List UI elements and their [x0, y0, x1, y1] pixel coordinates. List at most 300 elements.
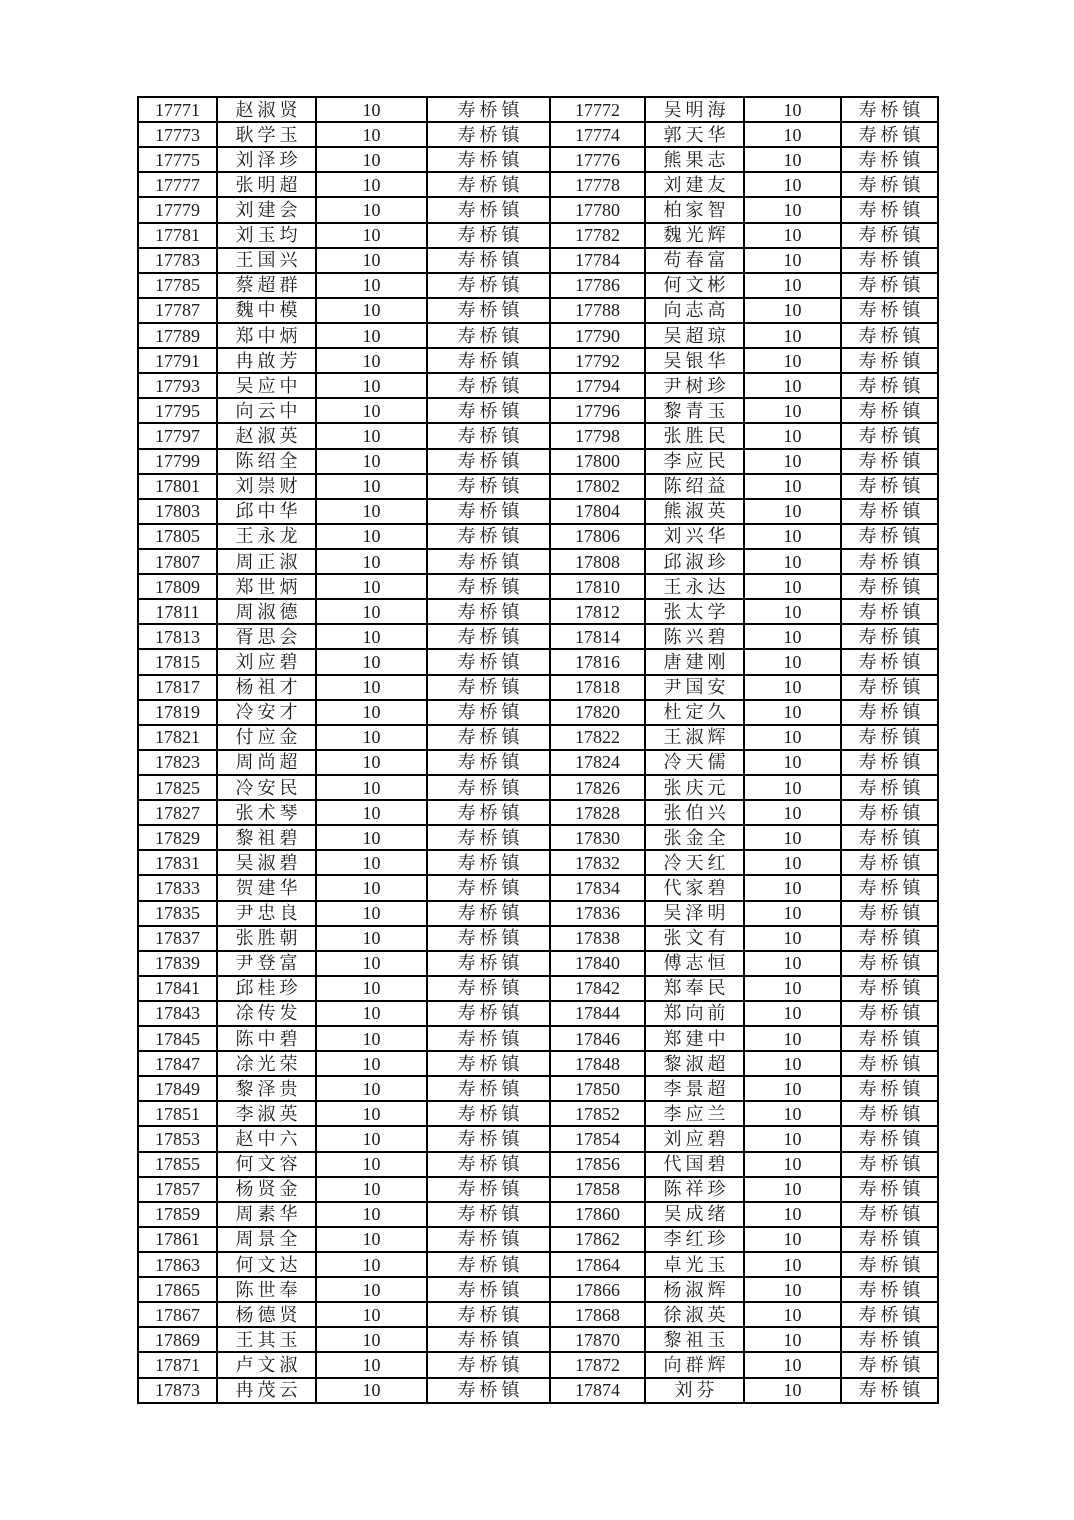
town-cell: 寿桥镇	[427, 574, 550, 599]
table-row	[138, 825, 938, 850]
record-id-cell: 17846	[550, 1026, 645, 1051]
amount-cell: 10	[316, 624, 427, 649]
record-id-cell: 17851	[138, 1101, 217, 1126]
person-name-cell: 刘玉均	[217, 223, 316, 248]
record-id-cell: 17840	[550, 951, 645, 976]
record-id-cell: 17808	[550, 549, 645, 574]
record-id-cell: 17789	[138, 323, 217, 348]
amount-cell: 10	[744, 298, 841, 323]
town-cell: 寿桥镇	[841, 348, 938, 373]
record-id-cell: 17791	[138, 348, 217, 373]
amount-cell: 10	[744, 197, 841, 222]
table-row	[138, 675, 938, 700]
person-name-cell: 刘建会	[217, 197, 316, 222]
record-id-cell: 17857	[138, 1177, 217, 1202]
town-cell: 寿桥镇	[427, 449, 550, 474]
town-cell: 寿桥镇	[841, 1001, 938, 1026]
town-cell: 寿桥镇	[427, 248, 550, 273]
table-row	[138, 1001, 938, 1026]
amount-cell: 10	[744, 474, 841, 499]
table-row	[138, 624, 938, 649]
amount-cell: 10	[316, 850, 427, 875]
roster-table-body	[138, 97, 938, 1403]
table-row	[138, 574, 938, 599]
amount-cell: 10	[316, 750, 427, 775]
town-cell: 寿桥镇	[427, 951, 550, 976]
table-row	[138, 951, 938, 976]
person-name-cell: 唐建刚	[645, 649, 744, 674]
person-name-cell: 冷安才	[217, 700, 316, 725]
amount-cell: 10	[744, 825, 841, 850]
person-name-cell: 柏家智	[645, 197, 744, 222]
record-id-cell: 17774	[550, 122, 645, 147]
record-id-cell: 17803	[138, 499, 217, 524]
table-row	[138, 323, 938, 348]
roster-table	[137, 96, 939, 1404]
amount-cell: 10	[744, 951, 841, 976]
person-name-cell: 吴超琼	[645, 323, 744, 348]
person-name-cell: 吴银华	[645, 348, 744, 373]
record-id-cell: 17859	[138, 1202, 217, 1227]
town-cell: 寿桥镇	[841, 1076, 938, 1101]
record-id-cell: 17800	[550, 449, 645, 474]
person-name-cell: 贺建华	[217, 875, 316, 900]
amount-cell: 10	[744, 524, 841, 549]
town-cell: 寿桥镇	[841, 825, 938, 850]
amount-cell: 10	[316, 122, 427, 147]
town-cell: 寿桥镇	[427, 1252, 550, 1277]
town-cell: 寿桥镇	[427, 423, 550, 448]
record-id-cell: 17781	[138, 223, 217, 248]
record-id-cell: 17831	[138, 850, 217, 875]
table-row	[138, 1026, 938, 1051]
person-name-cell: 张金全	[645, 825, 744, 850]
person-name-cell: 何文达	[217, 1252, 316, 1277]
person-name-cell: 吴成绪	[645, 1202, 744, 1227]
town-cell: 寿桥镇	[841, 524, 938, 549]
table-row	[138, 1302, 938, 1327]
record-id-cell: 17847	[138, 1051, 217, 1076]
table-row	[138, 172, 938, 197]
amount-cell: 10	[744, 373, 841, 398]
person-name-cell: 刘建友	[645, 172, 744, 197]
person-name-cell: 凃传发	[217, 1001, 316, 1026]
amount-cell: 10	[316, 1152, 427, 1177]
table-row	[138, 248, 938, 273]
town-cell: 寿桥镇	[427, 474, 550, 499]
record-id-cell: 17782	[550, 223, 645, 248]
amount-cell: 10	[316, 1177, 427, 1202]
town-cell: 寿桥镇	[841, 549, 938, 574]
record-id-cell: 17784	[550, 248, 645, 273]
town-cell: 寿桥镇	[427, 524, 550, 549]
town-cell: 寿桥镇	[427, 700, 550, 725]
record-id-cell: 17813	[138, 624, 217, 649]
town-cell: 寿桥镇	[841, 750, 938, 775]
record-id-cell: 17870	[550, 1327, 645, 1352]
person-name-cell: 黎淑超	[645, 1051, 744, 1076]
record-id-cell: 17816	[550, 649, 645, 674]
town-cell: 寿桥镇	[427, 750, 550, 775]
record-id-cell: 17797	[138, 423, 217, 448]
record-id-cell: 17837	[138, 926, 217, 951]
town-cell: 寿桥镇	[427, 348, 550, 373]
table-row	[138, 1327, 938, 1352]
person-name-cell: 赵中六	[217, 1126, 316, 1151]
table-row	[138, 901, 938, 926]
person-name-cell: 李应民	[645, 449, 744, 474]
amount-cell: 10	[316, 323, 427, 348]
town-cell: 寿桥镇	[427, 1101, 550, 1126]
amount-cell: 10	[316, 1302, 427, 1327]
record-id-cell: 17804	[550, 499, 645, 524]
amount-cell: 10	[316, 147, 427, 172]
record-id-cell: 17867	[138, 1302, 217, 1327]
record-id-cell: 17809	[138, 574, 217, 599]
amount-cell: 10	[316, 1277, 427, 1302]
amount-cell: 10	[744, 1001, 841, 1026]
town-cell: 寿桥镇	[427, 1227, 550, 1252]
amount-cell: 10	[316, 172, 427, 197]
town-cell: 寿桥镇	[427, 323, 550, 348]
record-id-cell: 17829	[138, 825, 217, 850]
town-cell: 寿桥镇	[841, 649, 938, 674]
amount-cell: 10	[316, 97, 427, 122]
record-id-cell: 17778	[550, 172, 645, 197]
town-cell: 寿桥镇	[427, 373, 550, 398]
table-row	[138, 398, 938, 423]
amount-cell: 10	[316, 423, 427, 448]
record-id-cell: 17795	[138, 398, 217, 423]
record-id-cell: 17798	[550, 423, 645, 448]
amount-cell: 10	[316, 348, 427, 373]
amount-cell: 10	[744, 147, 841, 172]
person-name-cell: 张庆元	[645, 775, 744, 800]
amount-cell: 10	[744, 675, 841, 700]
person-name-cell: 张术琴	[217, 800, 316, 825]
person-name-cell: 李淑英	[217, 1101, 316, 1126]
amount-cell: 10	[316, 549, 427, 574]
record-id-cell: 17843	[138, 1001, 217, 1026]
table-row	[138, 147, 938, 172]
person-name-cell: 黎祖碧	[217, 825, 316, 850]
amount-cell: 10	[744, 926, 841, 951]
person-name-cell: 吴应中	[217, 373, 316, 398]
person-name-cell: 陈绍全	[217, 449, 316, 474]
town-cell: 寿桥镇	[841, 1327, 938, 1352]
table-row	[138, 976, 938, 1001]
person-name-cell: 冉茂云	[217, 1378, 316, 1403]
record-id-cell: 17777	[138, 172, 217, 197]
person-name-cell: 赵淑英	[217, 423, 316, 448]
table-row	[138, 223, 938, 248]
record-id-cell: 17862	[550, 1227, 645, 1252]
table-row	[138, 273, 938, 298]
record-id-cell: 17844	[550, 1001, 645, 1026]
table-row	[138, 449, 938, 474]
person-name-cell: 刘应碧	[217, 649, 316, 674]
town-cell: 寿桥镇	[841, 1177, 938, 1202]
amount-cell: 10	[744, 800, 841, 825]
record-id-cell: 17866	[550, 1277, 645, 1302]
record-id-cell: 17850	[550, 1076, 645, 1101]
record-id-cell: 17848	[550, 1051, 645, 1076]
record-id-cell: 17818	[550, 675, 645, 700]
table-row	[138, 800, 938, 825]
town-cell: 寿桥镇	[841, 951, 938, 976]
record-id-cell: 17852	[550, 1101, 645, 1126]
town-cell: 寿桥镇	[841, 122, 938, 147]
table-row	[138, 298, 938, 323]
person-name-cell: 陈中碧	[217, 1026, 316, 1051]
record-id-cell: 17861	[138, 1227, 217, 1252]
town-cell: 寿桥镇	[841, 1378, 938, 1403]
person-name-cell: 李应兰	[645, 1101, 744, 1126]
town-cell: 寿桥镇	[427, 825, 550, 850]
person-name-cell: 熊果志	[645, 147, 744, 172]
amount-cell: 10	[744, 549, 841, 574]
person-name-cell: 徐淑英	[645, 1302, 744, 1327]
town-cell: 寿桥镇	[427, 398, 550, 423]
record-id-cell: 17828	[550, 800, 645, 825]
amount-cell: 10	[744, 1177, 841, 1202]
amount-cell: 10	[744, 649, 841, 674]
town-cell: 寿桥镇	[427, 122, 550, 147]
amount-cell: 10	[316, 1227, 427, 1252]
town-cell: 寿桥镇	[841, 1101, 938, 1126]
town-cell: 寿桥镇	[427, 1126, 550, 1151]
amount-cell: 10	[744, 273, 841, 298]
person-name-cell: 陈兴碧	[645, 624, 744, 649]
table-row	[138, 775, 938, 800]
town-cell: 寿桥镇	[841, 725, 938, 750]
record-id-cell: 17860	[550, 1202, 645, 1227]
person-name-cell: 王永龙	[217, 524, 316, 549]
person-name-cell: 郭天华	[645, 122, 744, 147]
record-id-cell: 17801	[138, 474, 217, 499]
person-name-cell: 郑建中	[645, 1026, 744, 1051]
person-name-cell: 刘崇财	[217, 474, 316, 499]
person-name-cell: 杨德贤	[217, 1302, 316, 1327]
town-cell: 寿桥镇	[841, 97, 938, 122]
person-name-cell: 王国兴	[217, 248, 316, 273]
record-id-cell: 17832	[550, 850, 645, 875]
table-row	[138, 1227, 938, 1252]
record-id-cell: 17865	[138, 1277, 217, 1302]
person-name-cell: 刘兴华	[645, 524, 744, 549]
town-cell: 寿桥镇	[427, 875, 550, 900]
amount-cell: 10	[744, 172, 841, 197]
amount-cell: 10	[316, 248, 427, 273]
town-cell: 寿桥镇	[841, 901, 938, 926]
town-cell: 寿桥镇	[841, 1352, 938, 1377]
person-name-cell: 张文有	[645, 926, 744, 951]
town-cell: 寿桥镇	[427, 1051, 550, 1076]
table-row	[138, 197, 938, 222]
person-name-cell: 张明超	[217, 172, 316, 197]
person-name-cell: 吴淑碧	[217, 850, 316, 875]
table-row	[138, 750, 938, 775]
amount-cell: 10	[744, 1252, 841, 1277]
table-row	[138, 599, 938, 624]
record-id-cell: 17771	[138, 97, 217, 122]
record-id-cell: 17873	[138, 1378, 217, 1403]
town-cell: 寿桥镇	[841, 1152, 938, 1177]
town-cell: 寿桥镇	[841, 775, 938, 800]
amount-cell: 10	[316, 700, 427, 725]
amount-cell: 10	[316, 273, 427, 298]
town-cell: 寿桥镇	[841, 373, 938, 398]
table-row	[138, 725, 938, 750]
record-id-cell: 17834	[550, 875, 645, 900]
town-cell: 寿桥镇	[427, 675, 550, 700]
town-cell: 寿桥镇	[427, 1378, 550, 1403]
town-cell: 寿桥镇	[841, 223, 938, 248]
amount-cell: 10	[316, 1252, 427, 1277]
person-name-cell: 向群辉	[645, 1352, 744, 1377]
record-id-cell: 17841	[138, 976, 217, 1001]
amount-cell: 10	[316, 398, 427, 423]
town-cell: 寿桥镇	[841, 1227, 938, 1252]
record-id-cell: 17785	[138, 273, 217, 298]
person-name-cell: 王淑辉	[645, 725, 744, 750]
person-name-cell: 郑向前	[645, 1001, 744, 1026]
amount-cell: 10	[316, 373, 427, 398]
record-id-cell: 17810	[550, 574, 645, 599]
town-cell: 寿桥镇	[841, 624, 938, 649]
record-id-cell: 17872	[550, 1352, 645, 1377]
town-cell: 寿桥镇	[841, 147, 938, 172]
table-row	[138, 1126, 938, 1151]
person-name-cell: 李景超	[645, 1076, 744, 1101]
record-id-cell: 17826	[550, 775, 645, 800]
person-name-cell: 赵淑贤	[217, 97, 316, 122]
table-row	[138, 1101, 938, 1126]
town-cell: 寿桥镇	[427, 624, 550, 649]
record-id-cell: 17794	[550, 373, 645, 398]
person-name-cell: 尹国安	[645, 675, 744, 700]
person-name-cell: 刘泽珍	[217, 147, 316, 172]
amount-cell: 10	[316, 951, 427, 976]
table-row	[138, 1152, 938, 1177]
amount-cell: 10	[744, 1302, 841, 1327]
amount-cell: 10	[744, 1352, 841, 1377]
person-name-cell: 周尚超	[217, 750, 316, 775]
person-name-cell: 冷安民	[217, 775, 316, 800]
town-cell: 寿桥镇	[841, 700, 938, 725]
town-cell: 寿桥镇	[427, 499, 550, 524]
town-cell: 寿桥镇	[427, 1277, 550, 1302]
amount-cell: 10	[316, 1101, 427, 1126]
amount-cell: 10	[316, 875, 427, 900]
person-name-cell: 代国碧	[645, 1152, 744, 1177]
town-cell: 寿桥镇	[841, 574, 938, 599]
table-row	[138, 649, 938, 674]
person-name-cell: 邱中华	[217, 499, 316, 524]
table-row	[138, 926, 938, 951]
table-row	[138, 524, 938, 549]
town-cell: 寿桥镇	[841, 976, 938, 1001]
record-id-cell: 17838	[550, 926, 645, 951]
amount-cell: 10	[316, 926, 427, 951]
amount-cell: 10	[744, 599, 841, 624]
amount-cell: 10	[316, 599, 427, 624]
table-row	[138, 1076, 938, 1101]
amount-cell: 10	[744, 875, 841, 900]
record-id-cell: 17821	[138, 725, 217, 750]
person-name-cell: 杨祖才	[217, 675, 316, 700]
record-id-cell: 17805	[138, 524, 217, 549]
person-name-cell: 卢文淑	[217, 1352, 316, 1377]
record-id-cell: 17787	[138, 298, 217, 323]
table-row	[138, 549, 938, 574]
record-id-cell: 17779	[138, 197, 217, 222]
person-name-cell: 傅志恒	[645, 951, 744, 976]
person-name-cell: 尹树珍	[645, 373, 744, 398]
record-id-cell: 17855	[138, 1152, 217, 1177]
record-id-cell: 17868	[550, 1302, 645, 1327]
record-id-cell: 17822	[550, 725, 645, 750]
person-name-cell: 吴泽明	[645, 901, 744, 926]
person-name-cell: 张太学	[645, 599, 744, 624]
record-id-cell: 17858	[550, 1177, 645, 1202]
amount-cell: 10	[744, 423, 841, 448]
person-name-cell: 陈世奉	[217, 1277, 316, 1302]
amount-cell: 10	[316, 574, 427, 599]
amount-cell: 10	[316, 524, 427, 549]
table-row	[138, 474, 938, 499]
person-name-cell: 尹登富	[217, 951, 316, 976]
person-name-cell: 凃光荣	[217, 1051, 316, 1076]
town-cell: 寿桥镇	[427, 926, 550, 951]
record-id-cell: 17845	[138, 1026, 217, 1051]
record-id-cell: 17820	[550, 700, 645, 725]
town-cell: 寿桥镇	[427, 97, 550, 122]
town-cell: 寿桥镇	[841, 926, 938, 951]
town-cell: 寿桥镇	[427, 1152, 550, 1177]
town-cell: 寿桥镇	[427, 1302, 550, 1327]
record-id-cell: 17833	[138, 875, 217, 900]
table-row	[138, 373, 938, 398]
town-cell: 寿桥镇	[427, 197, 550, 222]
person-name-cell: 向云中	[217, 398, 316, 423]
amount-cell: 10	[316, 1051, 427, 1076]
person-name-cell: 黎泽贵	[217, 1076, 316, 1101]
person-name-cell: 杨贤金	[217, 1177, 316, 1202]
amount-cell: 10	[744, 1101, 841, 1126]
record-id-cell: 17823	[138, 750, 217, 775]
amount-cell: 10	[316, 474, 427, 499]
record-id-cell: 17799	[138, 449, 217, 474]
table-row	[138, 423, 938, 448]
amount-cell: 10	[316, 1378, 427, 1403]
record-id-cell: 17817	[138, 675, 217, 700]
town-cell: 寿桥镇	[841, 850, 938, 875]
amount-cell: 10	[316, 449, 427, 474]
amount-cell: 10	[316, 1026, 427, 1051]
amount-cell: 10	[744, 449, 841, 474]
person-name-cell: 代家碧	[645, 875, 744, 900]
record-id-cell: 17788	[550, 298, 645, 323]
town-cell: 寿桥镇	[841, 1277, 938, 1302]
person-name-cell: 胥思会	[217, 624, 316, 649]
town-cell: 寿桥镇	[427, 649, 550, 674]
town-cell: 寿桥镇	[841, 875, 938, 900]
town-cell: 寿桥镇	[427, 775, 550, 800]
record-id-cell: 17836	[550, 901, 645, 926]
record-id-cell: 17806	[550, 524, 645, 549]
person-name-cell: 周景全	[217, 1227, 316, 1252]
